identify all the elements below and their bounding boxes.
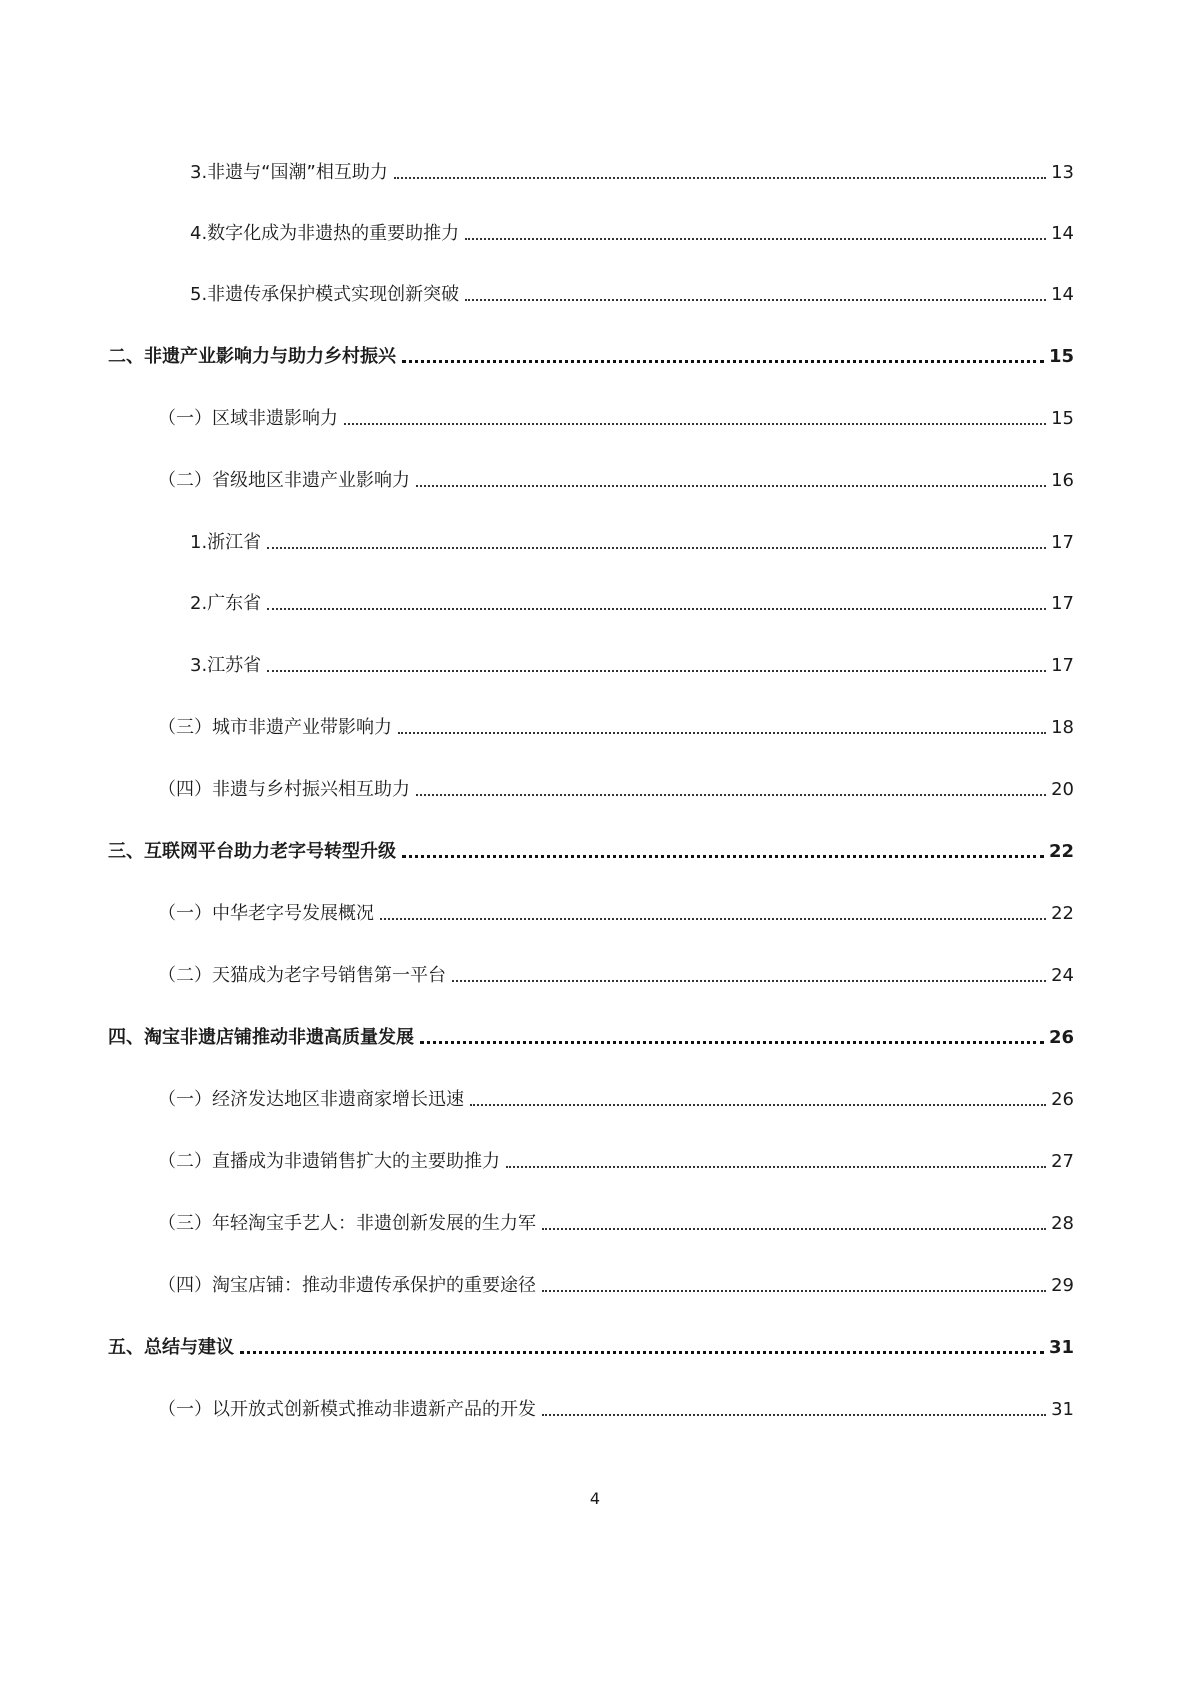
toc-dot-leader xyxy=(452,980,1046,982)
toc-entry-page: 13 xyxy=(1051,162,1074,183)
page-number: 4 xyxy=(589,1489,601,1508)
toc-entry-title: （四）非遗与乡村振兴相互助力 xyxy=(158,779,410,800)
toc-entry[interactable] xyxy=(158,1150,1074,1174)
toc-entry-title: 4.数字化成为非遗热的重要助推力 xyxy=(190,223,460,244)
toc-entry-title: 三、互联网平台助力老字号转型升级 xyxy=(108,841,396,862)
toc-chapter-entry[interactable] xyxy=(108,345,1074,369)
toc-entry[interactable] xyxy=(190,161,1074,185)
toc-entry-title: 二、非遗产业影响力与助力乡村振兴 xyxy=(108,346,396,367)
toc-entry-page: 15 xyxy=(1051,408,1074,429)
toc-entry[interactable] xyxy=(158,407,1074,431)
toc-entry-title: 2.广东省 xyxy=(190,593,262,614)
toc-entry-page: 15 xyxy=(1048,346,1074,367)
toc-entry-page: 31 xyxy=(1051,1399,1074,1420)
toc-entry-page: 22 xyxy=(1051,903,1074,924)
toc-entry-page: 28 xyxy=(1051,1213,1074,1234)
toc-dot-leader xyxy=(344,423,1046,425)
toc-entry[interactable] xyxy=(190,592,1074,616)
toc-entry[interactable] xyxy=(158,1088,1074,1112)
toc-entry[interactable] xyxy=(158,778,1074,802)
toc-dot-leader xyxy=(542,1414,1046,1416)
toc-entry-page: 26 xyxy=(1048,1027,1074,1048)
toc-dot-leader xyxy=(267,547,1046,549)
toc-entry[interactable] xyxy=(158,469,1074,493)
toc-entry-title: （一）区域非遗影响力 xyxy=(158,408,338,429)
toc-entry-title: （二）直播成为非遗销售扩大的主要助推力 xyxy=(158,1151,500,1172)
toc-dot-leader xyxy=(394,177,1046,179)
toc-entry[interactable] xyxy=(158,1212,1074,1236)
toc-entry-title: （一）以开放式创新模式推动非遗新产品的开发 xyxy=(158,1399,536,1420)
toc-entry-title: （一）经济发达地区非遗商家增长迅速 xyxy=(158,1089,464,1110)
toc-entry-title: （二）省级地区非遗产业影响力 xyxy=(158,470,410,491)
toc-entry-page: 14 xyxy=(1051,223,1074,244)
toc-entry-page: 14 xyxy=(1051,284,1074,305)
toc-entry[interactable] xyxy=(190,283,1074,307)
toc-entry-page: 22 xyxy=(1048,841,1074,862)
toc-entry-title: （一）中华老字号发展概况 xyxy=(158,903,374,924)
toc-entry-title: 3.江苏省 xyxy=(190,655,262,676)
toc-entry-title: 五、总结与建议 xyxy=(108,1337,234,1358)
toc-entry-page: 16 xyxy=(1051,470,1074,491)
toc-entry-title: 5.非遗传承保护模式实现创新突破 xyxy=(190,284,460,305)
toc-dot-leader xyxy=(542,1290,1046,1292)
toc-dot-leader xyxy=(267,670,1046,672)
toc-dot-leader xyxy=(465,299,1046,301)
toc-dot-leader xyxy=(470,1104,1046,1106)
toc-entry[interactable] xyxy=(190,222,1074,246)
toc-entry-page: 27 xyxy=(1051,1151,1074,1172)
toc-entry[interactable] xyxy=(158,1398,1074,1422)
toc-entry[interactable] xyxy=(190,531,1074,555)
toc-entry-page: 24 xyxy=(1051,965,1074,986)
toc-dot-leader xyxy=(267,608,1046,610)
toc-entry-page: 26 xyxy=(1051,1089,1074,1110)
toc-chapter-entry[interactable] xyxy=(108,1026,1074,1050)
toc-dot-leader xyxy=(402,855,1044,858)
toc-entry-page: 17 xyxy=(1051,655,1074,676)
toc-entry-title: （三）城市非遗产业带影响力 xyxy=(158,717,392,738)
toc-dot-leader xyxy=(380,918,1046,920)
toc-entry[interactable] xyxy=(158,1274,1074,1298)
toc-chapter-entry[interactable] xyxy=(108,1336,1074,1360)
toc-entry-page: 29 xyxy=(1051,1275,1074,1296)
toc-entry[interactable] xyxy=(158,964,1074,988)
toc-dot-leader xyxy=(420,1041,1044,1044)
toc-entry[interactable] xyxy=(190,654,1074,678)
toc-dot-leader xyxy=(416,794,1046,796)
toc-dot-leader xyxy=(506,1166,1046,1168)
toc-entry-page: 20 xyxy=(1051,779,1074,800)
toc-dot-leader xyxy=(416,485,1046,487)
toc-entry-title: 3.非遗与“国潮”相互助力 xyxy=(190,162,388,183)
toc-dot-leader xyxy=(398,732,1046,734)
toc-dot-leader xyxy=(240,1351,1044,1354)
toc-entry-title: （四）淘宝店铺：推动非遗传承保护的重要途径 xyxy=(158,1275,536,1296)
toc-entry-page: 17 xyxy=(1051,532,1074,553)
toc-entry-title: 1.浙江省 xyxy=(190,532,262,553)
toc-dot-leader xyxy=(465,238,1046,240)
toc-dot-leader xyxy=(402,360,1044,363)
toc-entry-page: 18 xyxy=(1051,717,1074,738)
toc-dot-leader xyxy=(542,1228,1046,1230)
toc-entry-page: 31 xyxy=(1048,1337,1074,1358)
toc-entry[interactable] xyxy=(158,716,1074,740)
toc-entry-title: 四、淘宝非遗店铺推动非遗高质量发展 xyxy=(108,1027,414,1048)
toc-entry-title: （三）年轻淘宝手艺人：非遗创新发展的生力军 xyxy=(158,1213,536,1234)
toc-entry-page: 17 xyxy=(1051,593,1074,614)
toc-entry[interactable] xyxy=(158,902,1074,926)
toc-entry-title: （二）天猫成为老字号销售第一平台 xyxy=(158,965,446,986)
toc-chapter-entry[interactable] xyxy=(108,840,1074,864)
